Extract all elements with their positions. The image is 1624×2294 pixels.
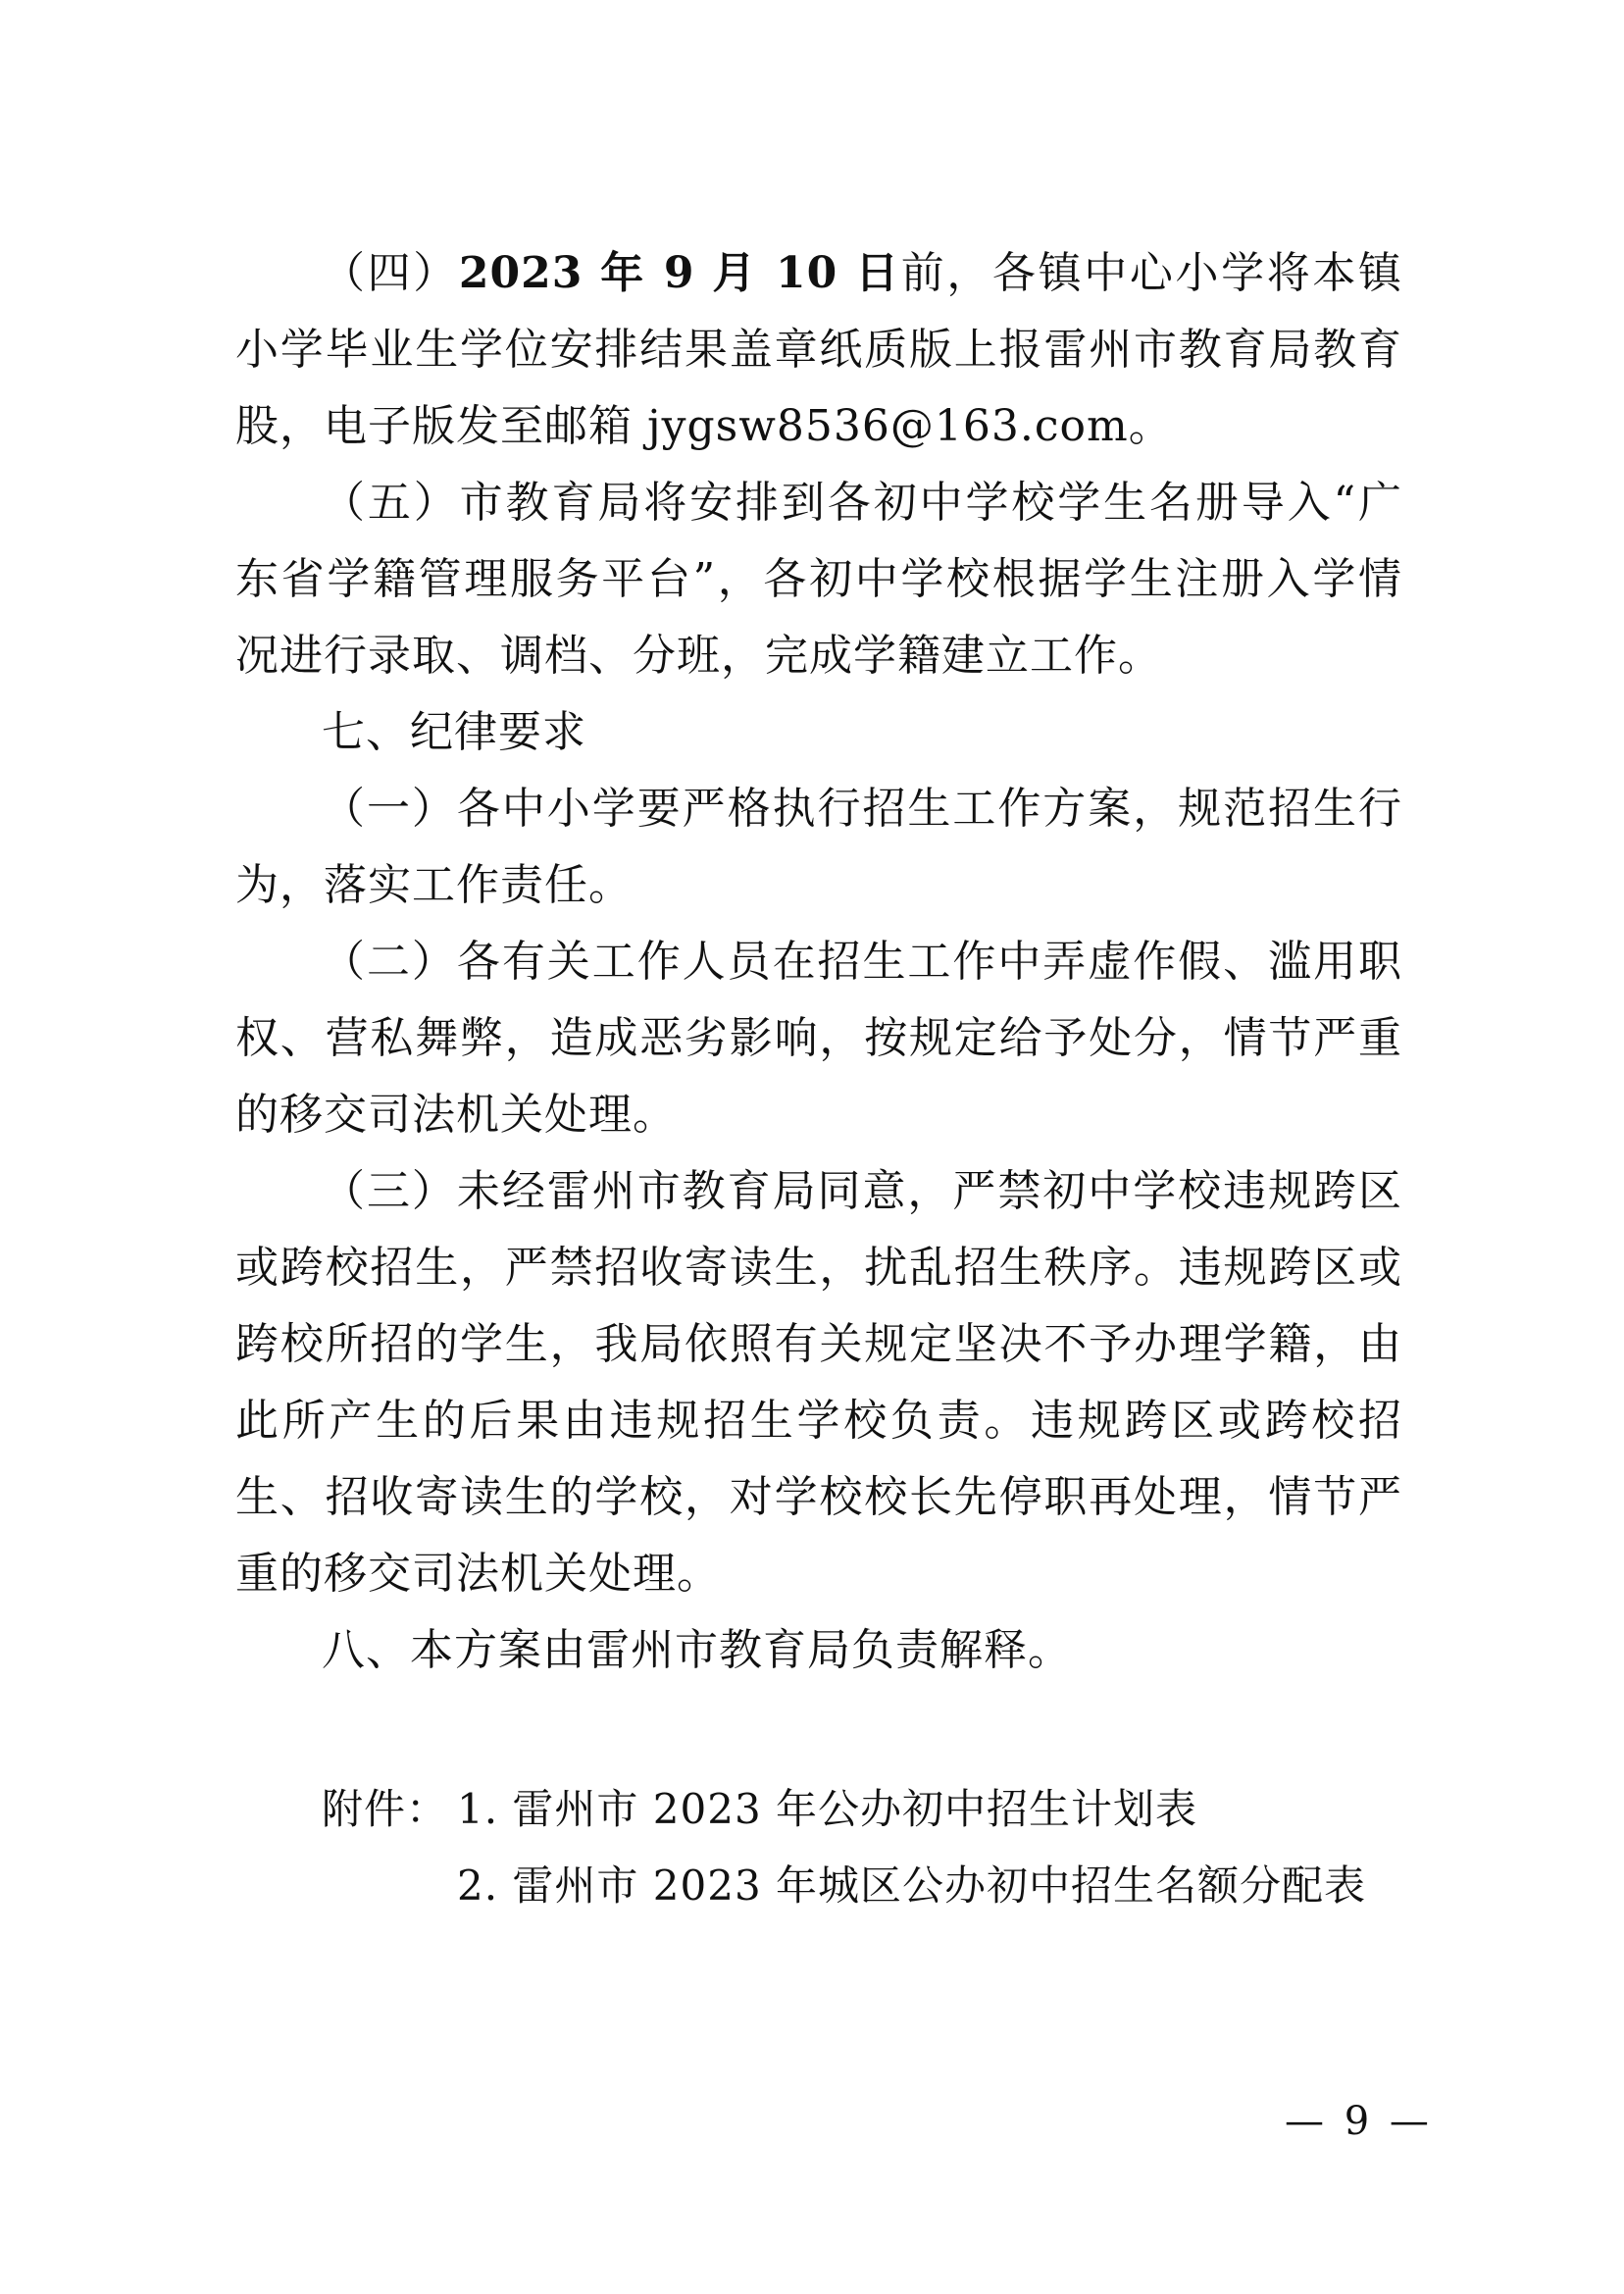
- attachment-item-2: 2. 雷州市 2023 年城区公办初中招生名额分配表: [457, 1861, 1367, 1910]
- item-4-prefix: （四）: [322, 248, 459, 298]
- paragraph-item-4: [235, 235, 1402, 465]
- section-heading-8: 八、本方案由雷州市教育局负责解释。: [322, 1625, 1072, 1675]
- item-4-deadline: 2023 年 9 月 10 日: [458, 248, 901, 298]
- page-number: — 9 —: [1285, 2099, 1433, 2144]
- paragraph-discipline-2: （二）各有关工作人员在招生工作中弄虚作假、滥用职权、营私舞弊，造成恶劣影响，按规定给予处分，情节严重的移交司法机关处理。: [235, 937, 1402, 1140]
- paragraph-item-5: （五）市教育局将安排到各初中学校学生名册导入“广东省学籍管理服务平台”，各初中学校根据学生注册入学情况进行录取、调档、分班，完成学籍建立工作。: [235, 478, 1402, 681]
- section-heading-7: 七、纪律要求: [322, 707, 586, 757]
- paragraph-discipline-1: （一）各中小学要严格执行招生工作方案，规范招生行为，落实工作责任。: [235, 784, 1402, 910]
- attachments-label: 附件：: [322, 1785, 449, 1833]
- item-4-text: 前，各镇中心小学将本镇小学毕业生学位安排结果盖章纸质版上报雷州市教育局教育股，电子版发至邮箱 jygsw8536@163.com。: [235, 248, 1402, 451]
- attachment-item-1: 1. 雷州市 2023 年公办初中招生计划表: [457, 1785, 1198, 1833]
- paragraph-discipline-3: （三）未经雷州市教育局同意，严禁初中学校违规跨区或跨校招生，严禁招收寄读生，扰乱招生秩序。违规跨区或跨校所招的学生，我局依照有关规定坚决不予办理学籍，由此所产生的后果由违规招生学校负责。违规跨区或跨校招生、招收寄读生的学校，对学校校长先停职再处理，情节严重的移交司法机关处理。: [235, 1166, 1402, 1599]
